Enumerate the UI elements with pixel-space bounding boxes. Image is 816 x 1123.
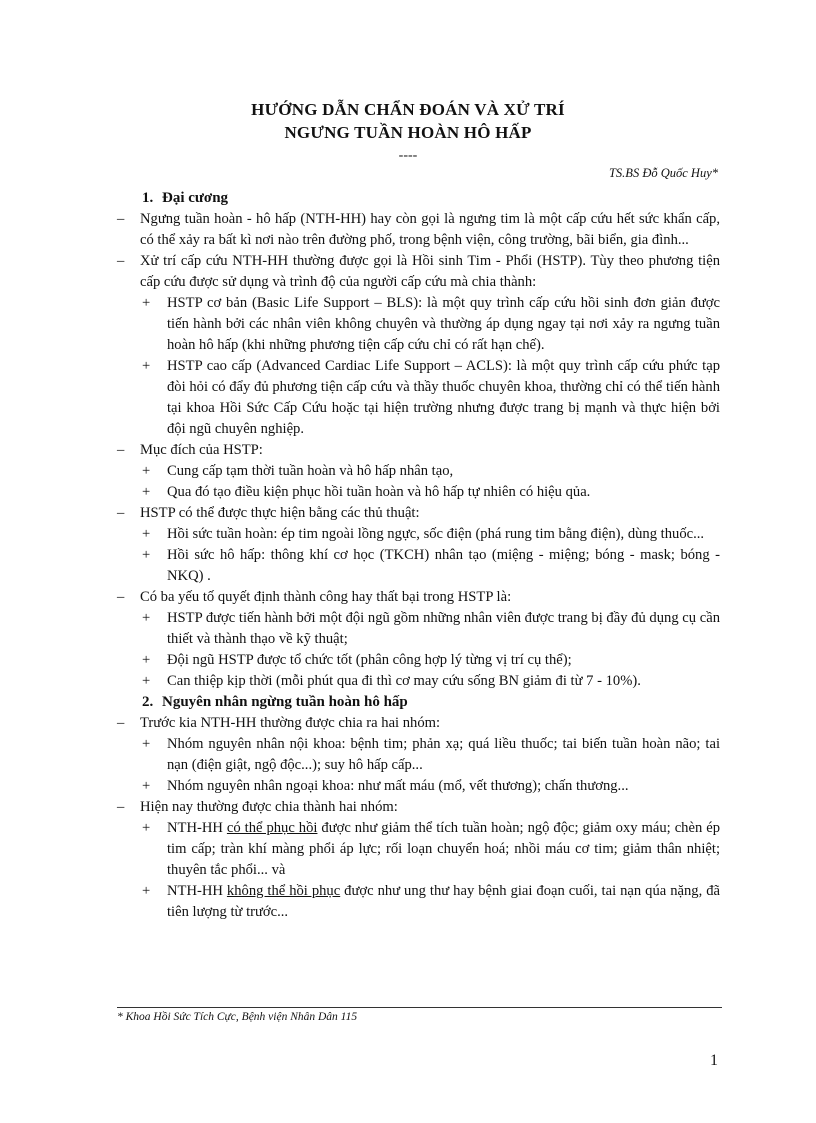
sub-list-item: + Hồi sức hô hấp: thông khí cơ học (TKCH) nhân tạo (miệng - miệng; bóng - mask; bóng - NKQ) . [117,545,720,587]
sub-list-item: + Hồi sức tuần hoàn: ép tim ngoài lồng ngực, sốc điện (phá rung tim bằng điện), dùng thuốc... [117,524,720,545]
page-number: 1 [710,1052,718,1069]
section-title: Đại cương [162,190,229,206]
list-item: – Hiện nay thường được chia thành hai nhóm: [117,797,720,818]
sub-list-item [117,818,720,881]
sub-list-item: + Nhóm nguyên nhân nội khoa: bệnh tim; phản xạ; quá liều thuốc; tai biến tuần hoàn não; tai nạn (điện giật, ngộ độc...); suy hô hấp cấp... [117,734,720,776]
sub-list-item: + Nhóm nguyên nhân ngoại khoa: như mất máu (mổ, vết thương); chấn thương... [117,776,720,797]
sub-list-item: + Can thiệp kịp thời (mỗi phút qua đi thì cơ may cứu sống BN giảm đi từ 7 - 10%). [117,671,720,692]
doc-title-line-2: NGƯNG TUẦN HOÀN HÔ HẤP [284,123,532,142]
sub-list-item: + Cung cấp tạm thời tuần hoàn và hô hấp nhân tạo, [117,461,720,482]
list-item: – Mục đích của HSTP: [117,440,720,461]
sub-list-item: + HSTP được tiến hành bởi một đội ngũ gồm những nhân viên được trang bị đầy đủ dụng cụ cần thiết và thành thạo về kỹ thuật; [117,608,720,650]
footnote-divider [117,1007,722,1008]
document-body [117,188,720,923]
sub-list-item: + HSTP cơ bản (Basic Life Support – BLS): là một quy trình cấp cứu hồi sinh đơn giản được tiến hành bởi các nhân viên không chuyên và thường áp dụng ngay tại nơi xảy ra ngưng tuần hoàn hô hấp (khi những phương tiện cấp cứu chỉ có rất hạn chế). [117,293,720,356]
underlined-text: có thể phục hồi [226,820,318,836]
list-item: – HSTP có thể được thực hiện bằng các thủ thuật: [117,503,720,524]
section-heading-2 [142,692,720,713]
list-item: – Trước kia NTH-HH thường được chia ra hai nhóm: [117,713,720,734]
sub-list-item: + Qua đó tạo điều kiện phục hồi tuần hoàn và hô hấp tự nhiên có hiệu qủa. [117,482,720,503]
underlined-text: không thể hồi phục [226,883,341,899]
list-item: – Có ba yếu tố quyết định thành công hay thất bại trong HSTP là: [117,587,720,608]
footnote: * Khoa Hồi Sức Tích Cực, Bệnh viện Nhân Dân 115 [117,1011,358,1023]
text-run: NTH-HH [167,883,227,899]
section-heading-1 [142,188,720,209]
text-run: được như ung thư hay bệnh giai đoạn cuối, tai nạn qúa nặng, đã tiên lượng từ trước... [167,883,720,920]
author: TS.BS Đỗ Quốc Huy* [608,166,718,180]
sub-list-item [117,881,720,923]
list-item: – Ngưng tuần hoàn - hô hấp (NTH-HH) hay còn gọi là ngưng tim là một cấp cứu hết sức khẩn cấp, có thể xảy ra bất kì nơi nào trên đường phố, trong bệnh viện, công trường, bãi biển, gia đình... [117,209,720,251]
doc-title-line-1: HƯỚNG DẪN CHẨN ĐOÁN VÀ XỬ TRÍ [251,100,565,119]
section-number: 1. [142,190,154,206]
sub-list-item: + Đội ngũ HSTP được tổ chức tốt (phân công hợp lý từng vị trí cụ thể); [117,650,720,671]
list-item: – Xử trí cấp cứu NTH-HH thường được gọi là Hồi sinh Tim - Phổi (HSTP). Tùy theo phương tiện cấp cứu được sử dụng và trình độ của người cấp cứu mà chia thành: [117,251,720,293]
text-run: NTH-HH [167,820,227,836]
section-title: Nguyên nhân ngừng tuần hoàn hô hấp [162,694,408,710]
title-separator: ---- [398,148,418,163]
text-run: được như giảm thể tích tuần hoàn; ngộ độc; giảm oxy máu; chèn ép tim cấp; tràn khí màng phổi áp lực; rối loạn chuyển hoá; nhồi máu cơ tim; giảm thân nhiệt; thuyên tắc phổi... và [167,820,720,878]
section-number: 2. [142,694,154,710]
sub-list-item: + HSTP cao cấp (Advanced Cardiac Life Support – ACLS): là một quy trình cấp cứu phức tạp đòi hỏi có đẩy đủ phương tiện cấp cứu và thầy thuốc chuyên khoa, thường chỉ có thể tiến hành tại khoa Hồi Sức Cấp Cứu hoặc tại hiện trường nhưng được trang bị mạnh và thực hiện bởi đội ngũ chuyên nghiệp. [117,356,720,440]
